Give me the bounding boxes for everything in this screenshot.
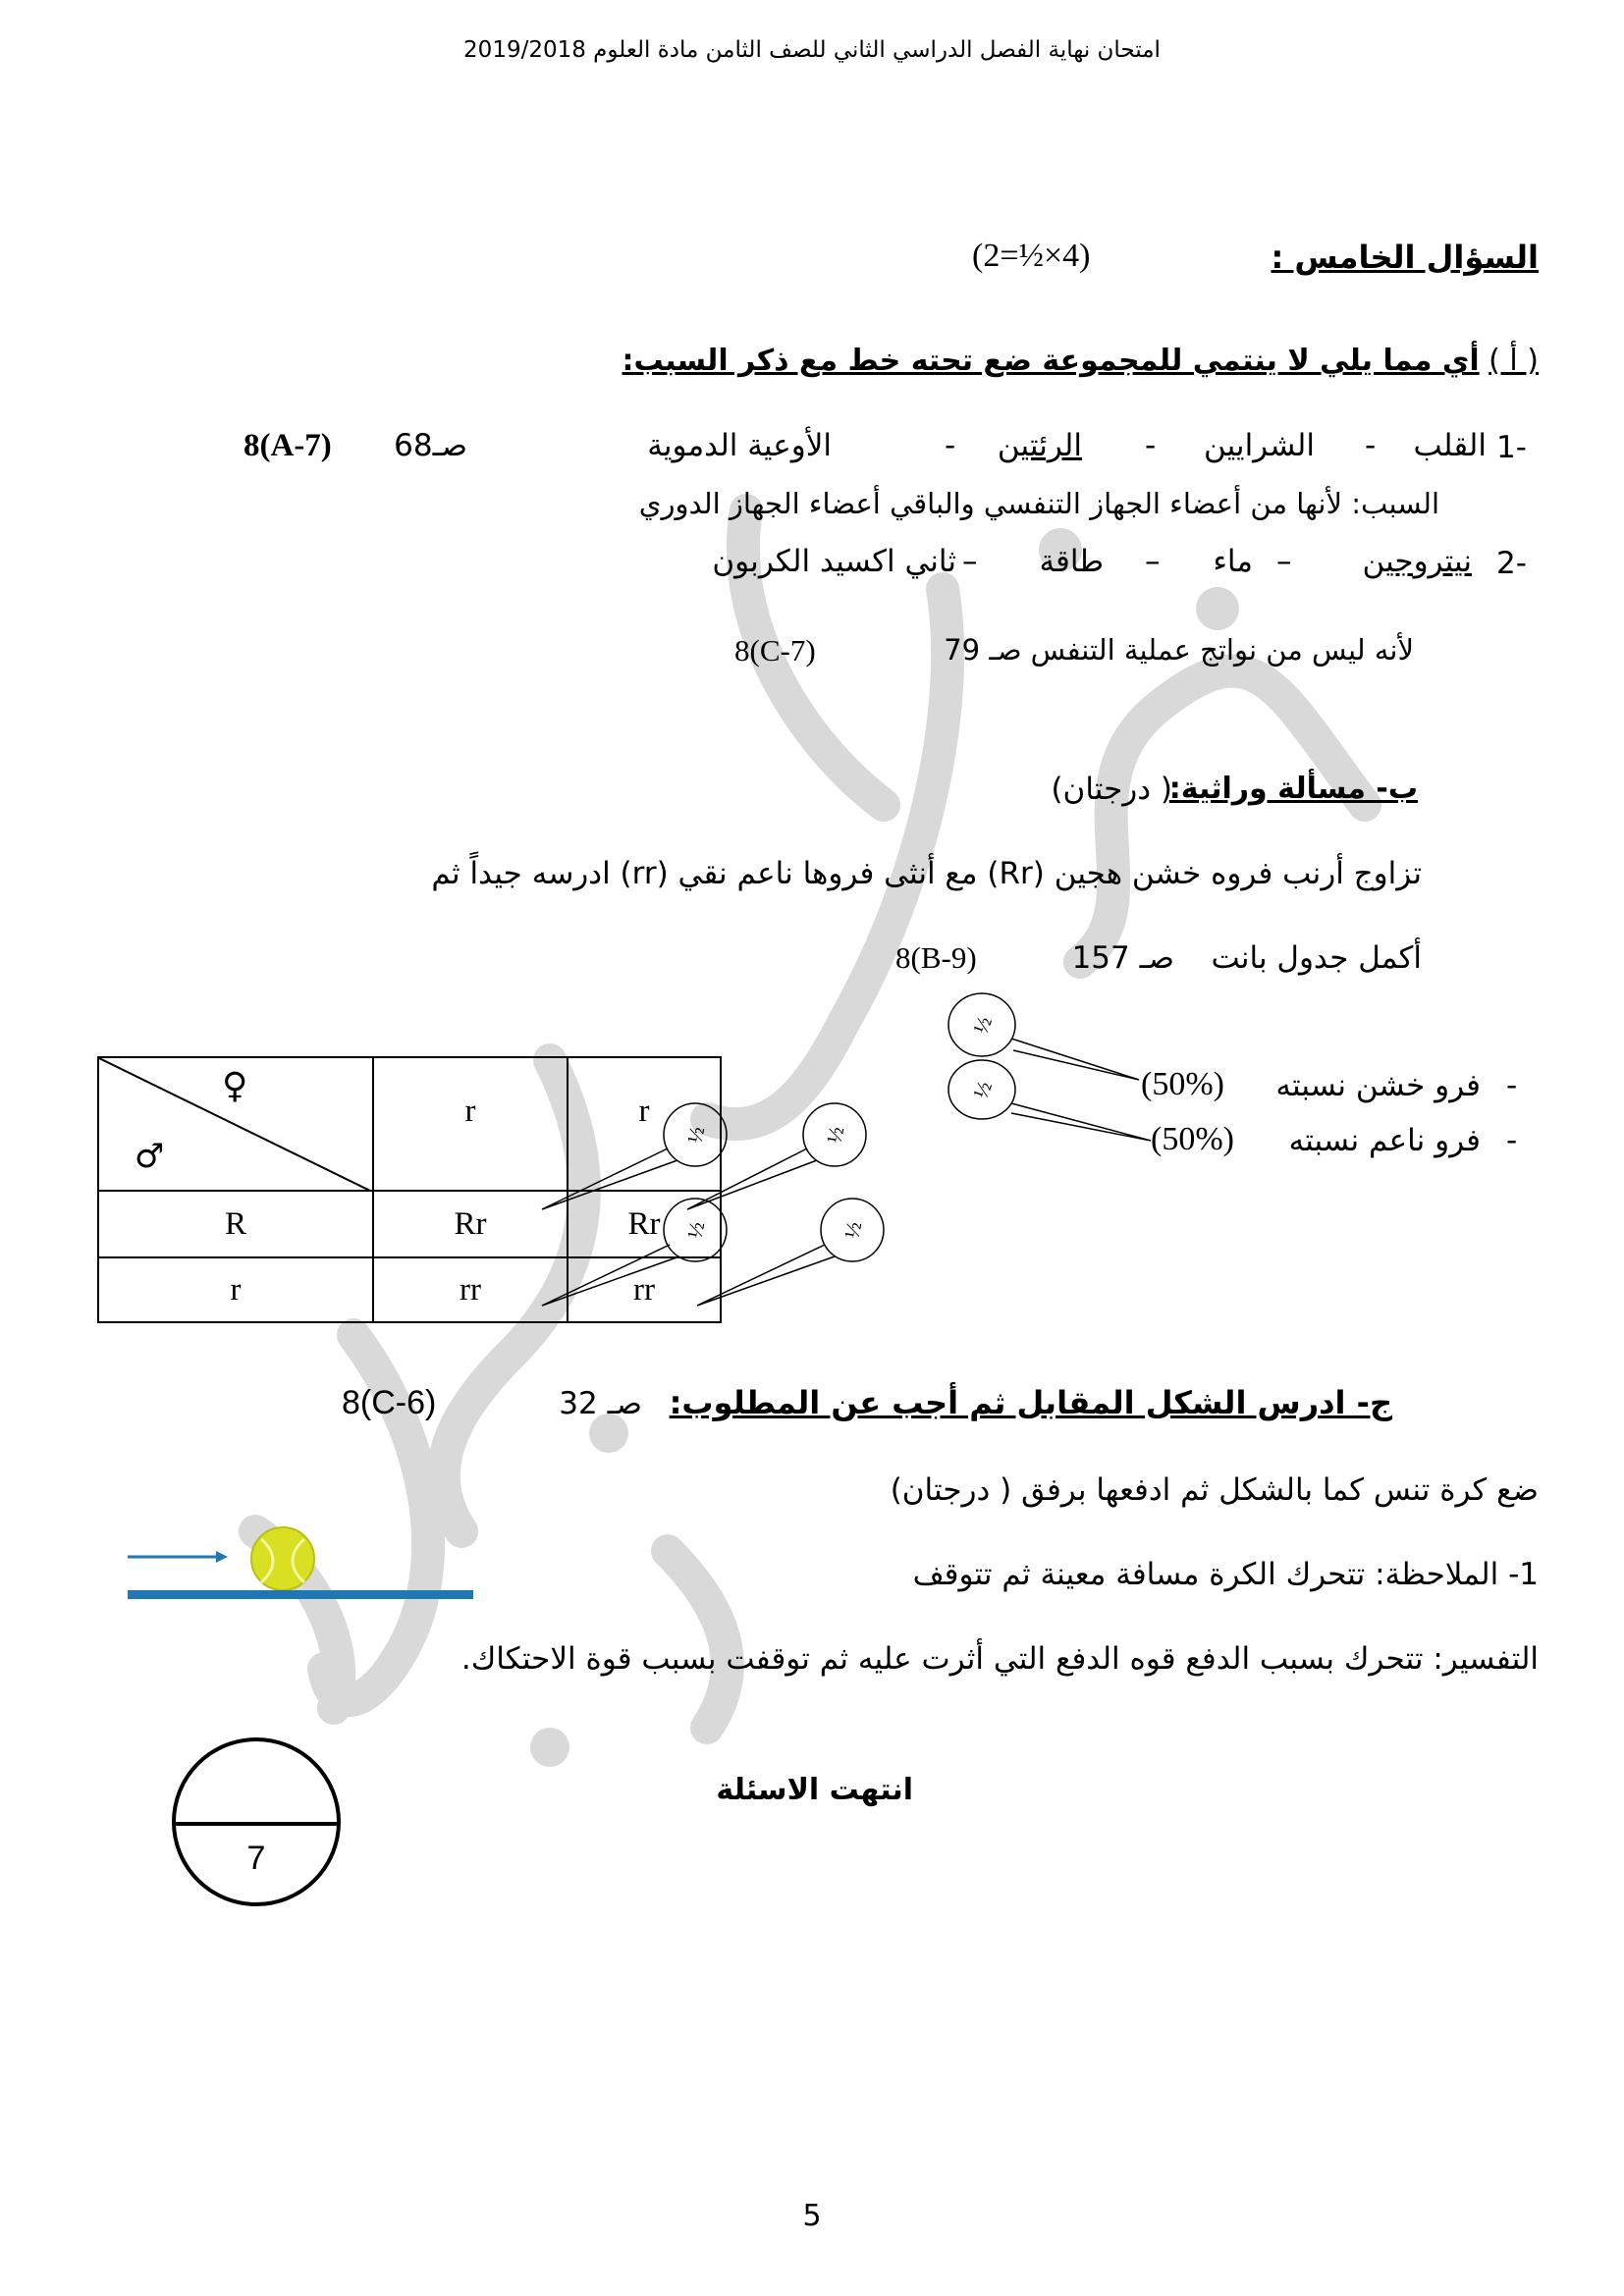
bubble-mark: ½ (967, 1013, 998, 1038)
part-b-marks: ( درجتان) (1051, 772, 1172, 807)
end-of-questions: انتهت الاسئلة (716, 1773, 913, 1807)
result-dash: - (1506, 1123, 1518, 1158)
result-dash: - (1506, 1068, 1518, 1103)
score-value: 7 (246, 1840, 266, 1877)
row-header: R (98, 1191, 373, 1257)
q1-sep: - (945, 428, 956, 463)
question-title: السؤال الخامس : (1271, 239, 1539, 276)
part-b-code: 8(B-9) (895, 940, 977, 975)
result-smooth-text: فرو ناعم نسبته (1288, 1123, 1481, 1158)
part-c-page-ref: صـ 32 (559, 1386, 642, 1421)
part-c-instruction-text: ضع كرة تنس كما بالشكل ثم ادفعها برفق (1021, 1472, 1539, 1508)
table-cell: rr (568, 1257, 721, 1322)
part-b-title: ب- مسألة وراثية: (1168, 772, 1418, 806)
score-circle (172, 1737, 341, 1906)
question-marks: (2=½×4) (972, 238, 1091, 274)
q2-sep: – (962, 544, 978, 579)
q2-sep: – (1145, 544, 1161, 579)
table-cell: rr (373, 1257, 568, 1322)
q1-item-1: القلب (1413, 428, 1487, 463)
result-rough-text: فرو خشن نسبته (1275, 1068, 1481, 1103)
part-a-prefix: ( أ ) (1489, 344, 1539, 378)
score-divider (176, 1822, 337, 1826)
female-symbol: ♀ (222, 1066, 248, 1106)
q1-number: 1- (1496, 430, 1527, 465)
q1-page-ref: صـ68 (394, 428, 467, 463)
part-b-problem: تزاوج أرنب فروه خشن هجين (Rr) مع أنثى فروها ناعم نقي (rr) ادرسه جيداً ثم (431, 856, 1422, 891)
result-smooth-value: (50%) (1151, 1121, 1234, 1157)
table-cell: Rr (568, 1191, 721, 1257)
page-number: 5 (802, 2199, 822, 2233)
table-cell: Rr (373, 1191, 568, 1257)
q1-code: 8(A-7) (244, 428, 332, 463)
tennis-ball-figure (118, 1512, 491, 1600)
male-symbol: ♂ (135, 1137, 165, 1176)
part-a-heading-text: أي مما يلي لا ينتمي للمجموعة ضع تحته خط مع ذكر السبب: (622, 344, 1480, 378)
row-header: r (98, 1257, 373, 1322)
q2-number: 2- (1496, 546, 1527, 581)
part-c-instruction (891, 1472, 1539, 1508)
part-c-marks: ( درجتان) (890, 1472, 1012, 1508)
floor-surface (128, 1590, 473, 1599)
part-c-code: 8(C-6) (342, 1384, 437, 1421)
explanation: التفسير: تتحرك بسبب الدفع قوه الدفع التي أثرت عليه ثم توقفت بسبب قوة الاحتكاك. (460, 1641, 1539, 1677)
part-b-instruction: أكمل جدول بانت (1211, 940, 1422, 976)
q1-item-3-underlined: الرئتين (997, 428, 1082, 463)
q2-item-3: طاقة (1039, 544, 1104, 579)
q2-item-4: ثاني اكسيد الكربون (712, 544, 956, 579)
col-header: r (568, 1057, 721, 1191)
result-rough-value: (50%) (1141, 1066, 1224, 1102)
q2-item-2: ماء (1213, 544, 1253, 579)
q1-sep: - (1365, 428, 1377, 463)
q1-reason: السبب: لأنها من أعضاء الجهاز التنفسي والباقي أعضاء الجهاز الدوري (638, 487, 1439, 520)
q1-sep: - (1145, 428, 1157, 463)
col-header: r (373, 1057, 568, 1191)
bubble-mark: ½ (967, 1078, 998, 1102)
bubble-mark: ½ (839, 1219, 867, 1241)
exam-header: امتحان نهاية الفصل الدراسي الثاني للصف الثامن مادة العلوم 2019/2018 (463, 37, 1161, 63)
bubble-mark: ½ (681, 1124, 710, 1146)
q2-sep: – (1276, 544, 1292, 579)
q2-item-1-underlined: نيتروجين (1362, 544, 1472, 579)
q1-item-2: الشرايين (1203, 428, 1315, 463)
part-c-title: ج- ادرس الشكل المقابل ثم أجب عن المطلوب: (669, 1384, 1392, 1421)
observation: 1- الملاحظة: تتحرك الكرة مسافة معينة ثم تتوقف (912, 1557, 1539, 1592)
part-b-page-ref: صـ 157 (1071, 940, 1174, 976)
q2-reason: لأنه ليس من نواتج عملية التنفس صـ 79 (944, 633, 1414, 667)
q2-code: 8(C-7) (734, 633, 816, 667)
q1-item-4: الأوعية الدموية (647, 428, 832, 463)
bubble-mark: ½ (821, 1124, 849, 1146)
bubble-mark: ½ (681, 1219, 710, 1241)
